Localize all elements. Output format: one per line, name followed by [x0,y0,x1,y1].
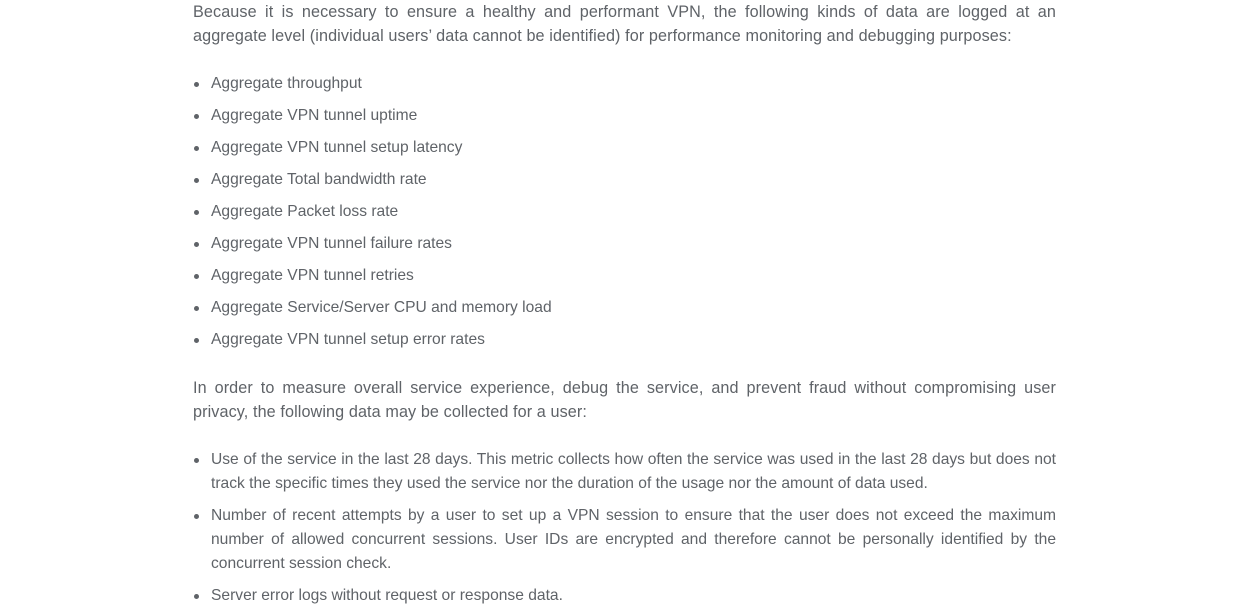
list-item [193,328,1056,352]
list-item [193,584,1056,608]
list-item-text: Use of the service in the last 28 days. This metric collects how often the service was used in the last 28 days but does not track the specific times they used the service nor the duration of the usage nor the amount of data used. [211,451,1056,492]
list-item-text: Aggregate VPN tunnel setup error rates [211,331,485,348]
bullet-icon [194,306,199,311]
bullet-icon [194,242,199,247]
list-item [193,200,1056,224]
user-data-paragraph: In order to measure overall service experience, debug the service, and prevent fraud without compromising user privacy, the following data may be collected for a user: [193,379,1056,421]
list-item-text: Aggregate VPN tunnel setup latency [211,139,463,156]
bullet-icon [194,338,199,343]
list-item [193,104,1056,128]
list-item [193,136,1056,160]
list-item-text: Aggregate throughput [211,75,362,92]
list-item-text: Number of recent attempts by a user to set up a VPN session to ensure that the user does not exceed the maximum number of allowed concurrent sessions. User IDs are encrypted and therefore cannot be personally identified by the concurrent session check. [211,507,1056,572]
bullet-icon [194,210,199,215]
bullet-icon [194,514,199,519]
list-item [193,232,1056,256]
bullet-icon [194,594,199,599]
bullet-icon [194,458,199,463]
bullet-icon [194,178,199,183]
list-item [193,72,1056,96]
privacy-content [193,0,1056,616]
list-item [193,264,1056,288]
bullet-icon [194,146,199,151]
list-item-text: Aggregate VPN tunnel failure rates [211,235,452,252]
bullet-icon [194,274,199,279]
list-item [193,168,1056,192]
aggregate-data-list [193,72,1056,352]
list-item [193,504,1056,576]
list-item-text: Aggregate Service/Server CPU and memory load [211,299,552,316]
list-item [193,448,1056,496]
list-item-text: Aggregate VPN tunnel retries [211,267,414,284]
list-item [193,296,1056,320]
list-item-text: Aggregate VPN tunnel uptime [211,107,418,124]
list-item-text: Aggregate Packet loss rate [211,203,399,220]
user-data-list [193,448,1056,608]
bullet-icon [194,82,199,87]
list-item-text: Aggregate Total bandwidth rate [211,171,427,188]
aggregate-intro-paragraph: Because it is necessary to ensure a healthy and performant VPN, the following kinds of data are logged at an aggregate level (individual users’ data cannot be identified) for performance monitoring and debugging purposes: [193,3,1056,45]
bullet-icon [194,114,199,119]
list-item-text: Server error logs without request or response data. [211,587,563,604]
